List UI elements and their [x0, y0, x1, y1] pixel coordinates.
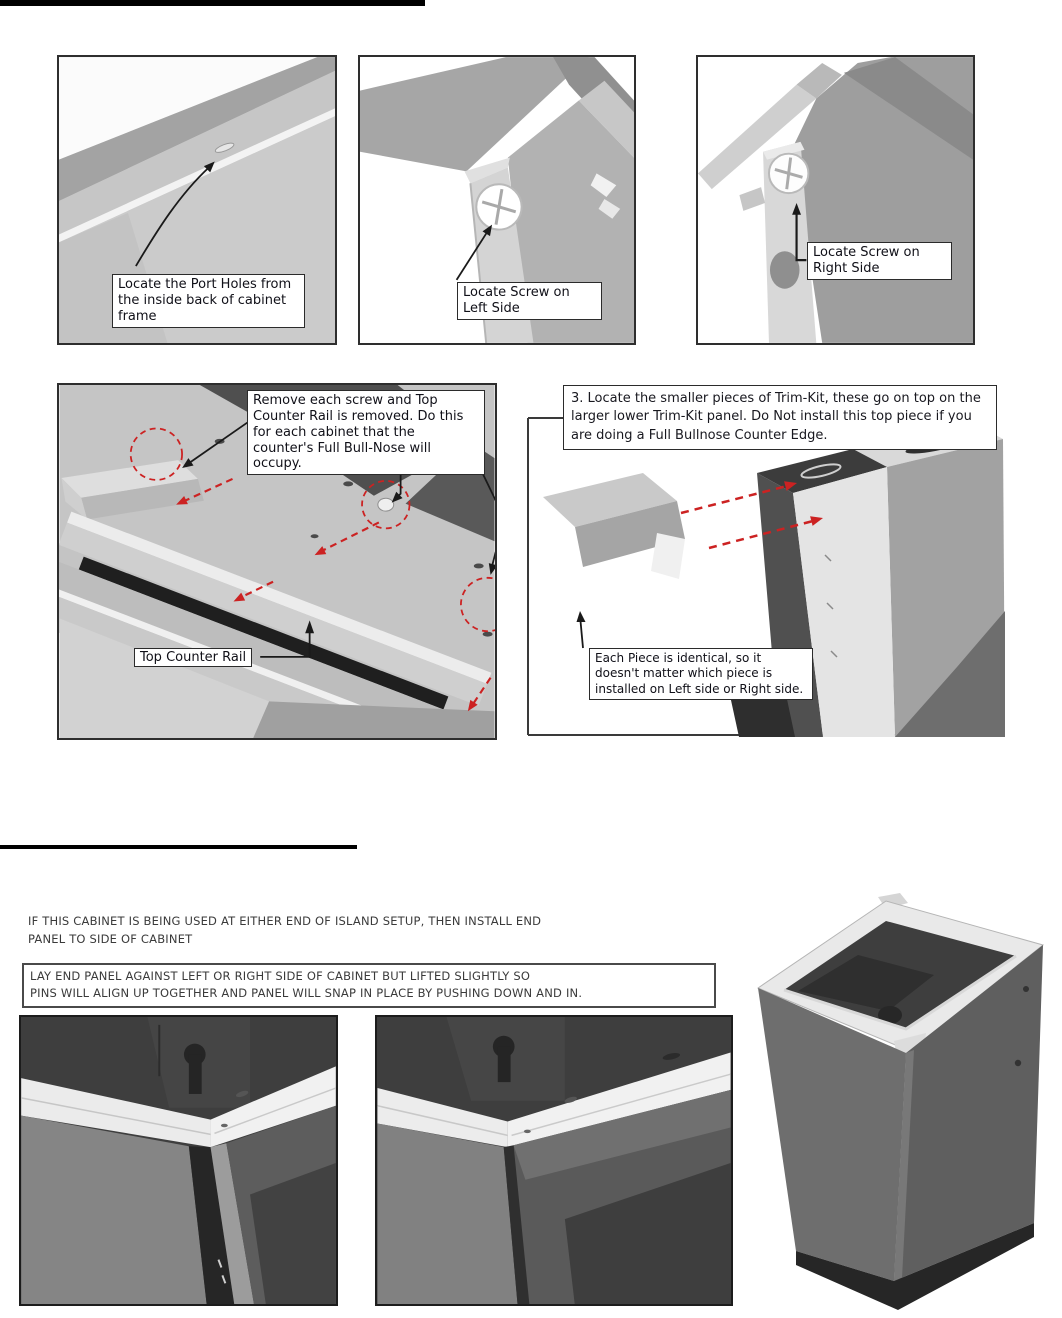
rail-screw: [378, 498, 394, 511]
end-panel-corner-render-2: [375, 1015, 733, 1306]
island-box-line-2: PINS WILL ALIGN UP TOGETHER AND PANEL WILL SNAP IN PLACE BY PUSHING DOWN AND IN.: [30, 986, 583, 1001]
top-heading-rule: [0, 0, 425, 6]
open-top-cabinet-render: [738, 893, 1053, 1313]
callout-screw-left: Locate Screw on Left Side: [457, 282, 602, 320]
step-3-instruction: 3. Locate the smaller pieces of Trim-Kit, these go on top on the larger lower Trim-Kit panel. Do Not install this top piece if you are doing a Full Bullnose Counter Edge.: [563, 385, 997, 450]
section-divider-rule: [0, 845, 357, 849]
island-intro-line-2: PANEL TO SIDE OF CABINET: [28, 931, 193, 946]
end-panel-corner-render-1: [19, 1015, 338, 1306]
screw-hole: [1015, 1060, 1021, 1066]
island-intro-line-1: IF THIS CABINET IS BEING USED AT EITHER END OF ISLAND SETUP, THEN INSTALL END: [28, 914, 542, 928]
callout-port-holes: Locate the Port Holes from the inside back of cabinet frame: [112, 274, 305, 328]
cam-hole: [770, 251, 800, 288]
island-box-line-1: LAY END PANEL AGAINST LEFT OR RIGHT SIDE OF CABINET BUT LIFTED SLIGHTLY SO: [30, 969, 531, 983]
callout-screw-right: Locate Screw on Right Side: [807, 242, 952, 280]
leader-arrow: [581, 621, 584, 648]
callout-remove-screws: Remove each screw and Top Counter Rail is removed. Do this for each cabinet that the counter's Full Bull-Nose will occupy.: [247, 390, 485, 475]
callout-each-piece: Each Piece is identical, so it doesn't matter which piece is installed on Left side or Right side.: [589, 648, 813, 700]
screw-hole: [1023, 986, 1029, 992]
panel-screw-right: [696, 55, 975, 345]
top-counter-rail-label: Top Counter Rail: [134, 648, 252, 667]
panel-port-holes: [57, 55, 337, 345]
panel-screw-left: [358, 55, 636, 345]
panel-counter-rail: [57, 383, 497, 740]
island-intro-text: [28, 913, 541, 949]
screw-right-illustration: [698, 57, 973, 343]
island-boxed-instruction: [22, 963, 716, 1008]
